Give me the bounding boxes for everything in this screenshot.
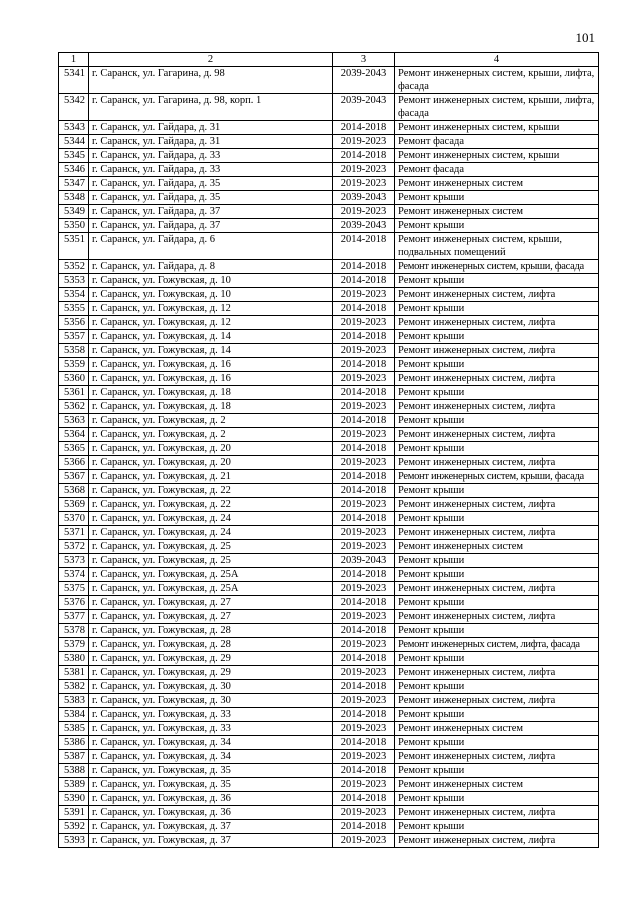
row-number-cell: 5374 <box>59 568 89 582</box>
row-number-cell: 5356 <box>59 316 89 330</box>
row-number-cell: 5384 <box>59 708 89 722</box>
row-number-cell: 5351 <box>59 233 89 260</box>
row-number-cell: 5347 <box>59 177 89 191</box>
work-type-cell: Ремонт инженерных систем, лифта <box>395 694 599 708</box>
page-number: 101 <box>575 30 595 45</box>
table-row <box>59 330 599 344</box>
row-number-cell: 5379 <box>59 638 89 652</box>
work-type-cell: Ремонт крыши <box>395 764 599 778</box>
period-cell: 2014-2018 <box>333 680 395 694</box>
column-header-work-type: 4 <box>395 53 599 67</box>
address-cell: г. Саранск, ул. Гожувская, д. 29 <box>89 652 333 666</box>
table-row <box>59 94 599 121</box>
work-type-cell: Ремонт инженерных систем, крыши, фасада <box>395 260 599 274</box>
table-row <box>59 386 599 400</box>
period-cell: 2014-2018 <box>333 820 395 834</box>
row-number-cell: 5357 <box>59 330 89 344</box>
work-type-cell: Ремонт инженерных систем <box>395 205 599 219</box>
table-row <box>59 121 599 135</box>
work-type-cell: Ремонт инженерных систем <box>395 177 599 191</box>
period-cell: 2019-2023 <box>333 456 395 470</box>
table-row <box>59 219 599 233</box>
period-cell: 2014-2018 <box>333 330 395 344</box>
row-number-cell: 5387 <box>59 750 89 764</box>
period-cell: 2019-2023 <box>333 428 395 442</box>
period-cell: 2019-2023 <box>333 163 395 177</box>
period-cell: 2019-2023 <box>333 526 395 540</box>
work-type-cell: Ремонт инженерных систем, крыши, фасада <box>395 470 599 484</box>
period-cell: 2019-2023 <box>333 722 395 736</box>
work-type-cell: Ремонт крыши <box>395 358 599 372</box>
table-row <box>59 428 599 442</box>
table-row <box>59 260 599 274</box>
row-number-cell: 5375 <box>59 582 89 596</box>
address-cell: г. Саранск, ул. Гайдара, д. 31 <box>89 121 333 135</box>
row-number-cell: 5373 <box>59 554 89 568</box>
work-type-cell: Ремонт крыши <box>395 484 599 498</box>
work-type-cell: Ремонт крыши <box>395 512 599 526</box>
address-cell: г. Саранск, ул. Гайдара, д. 33 <box>89 149 333 163</box>
period-cell: 2014-2018 <box>333 442 395 456</box>
row-number-cell: 5362 <box>59 400 89 414</box>
table-row <box>59 708 599 722</box>
work-type-cell: Ремонт инженерных систем, лифта, фасада <box>395 638 599 652</box>
table-header-row <box>59 53 599 67</box>
row-number-cell: 5352 <box>59 260 89 274</box>
period-cell: 2019-2023 <box>333 806 395 820</box>
period-cell: 2019-2023 <box>333 540 395 554</box>
row-number-cell: 5369 <box>59 498 89 512</box>
table-row <box>59 414 599 428</box>
address-cell: г. Саранск, ул. Гайдара, д. 35 <box>89 177 333 191</box>
table-row <box>59 750 599 764</box>
period-cell: 2039-2043 <box>333 67 395 94</box>
table-row <box>59 610 599 624</box>
period-cell: 2019-2023 <box>333 834 395 848</box>
address-cell: г. Саранск, ул. Гожувская, д. 20 <box>89 442 333 456</box>
period-cell: 2019-2023 <box>333 582 395 596</box>
row-number-cell: 5393 <box>59 834 89 848</box>
address-cell: г. Саранск, ул. Гожувская, д. 25 <box>89 554 333 568</box>
address-cell: г. Саранск, ул. Гожувская, д. 28 <box>89 638 333 652</box>
work-type-cell: Ремонт инженерных систем, лифта <box>395 400 599 414</box>
work-type-cell: Ремонт крыши <box>395 568 599 582</box>
row-number-cell: 5382 <box>59 680 89 694</box>
table-row <box>59 358 599 372</box>
row-number-cell: 5381 <box>59 666 89 680</box>
table-row <box>59 205 599 219</box>
address-cell: г. Саранск, ул. Гожувская, д. 27 <box>89 610 333 624</box>
address-cell: г. Саранск, ул. Гожувская, д. 16 <box>89 372 333 386</box>
row-number-cell: 5376 <box>59 596 89 610</box>
address-cell: г. Саранск, ул. Гайдара, д. 33 <box>89 163 333 177</box>
period-cell: 2019-2023 <box>333 372 395 386</box>
row-number-cell: 5346 <box>59 163 89 177</box>
table-row <box>59 512 599 526</box>
period-cell: 2014-2018 <box>333 274 395 288</box>
work-type-cell: Ремонт крыши <box>395 680 599 694</box>
address-cell: г. Саранск, ул. Гожувская, д. 25А <box>89 582 333 596</box>
period-cell: 2019-2023 <box>333 610 395 624</box>
address-cell: г. Саранск, ул. Гожувская, д. 10 <box>89 288 333 302</box>
row-number-cell: 5355 <box>59 302 89 316</box>
row-number-cell: 5359 <box>59 358 89 372</box>
row-number-cell: 5378 <box>59 624 89 638</box>
row-number-cell: 5344 <box>59 135 89 149</box>
work-type-cell: Ремонт инженерных систем, лифта <box>395 316 599 330</box>
row-number-cell: 5365 <box>59 442 89 456</box>
table-row <box>59 302 599 316</box>
row-number-cell: 5358 <box>59 344 89 358</box>
period-cell: 2014-2018 <box>333 358 395 372</box>
period-cell: 2014-2018 <box>333 149 395 163</box>
row-number-cell: 5377 <box>59 610 89 624</box>
column-header-address: 2 <box>89 53 333 67</box>
row-number-cell: 5349 <box>59 205 89 219</box>
address-cell: г. Саранск, ул. Гожувская, д. 34 <box>89 736 333 750</box>
table-row <box>59 135 599 149</box>
row-number-cell: 5354 <box>59 288 89 302</box>
address-cell: г. Саранск, ул. Гожувская, д. 30 <box>89 694 333 708</box>
work-type-cell: Ремонт инженерных систем, крыши, лифта, фасада <box>395 67 599 94</box>
period-cell: 2019-2023 <box>333 666 395 680</box>
work-type-cell: Ремонт крыши <box>395 191 599 205</box>
table-row <box>59 638 599 652</box>
row-number-cell: 5386 <box>59 736 89 750</box>
work-type-cell: Ремонт инженерных систем, лифта <box>395 582 599 596</box>
row-number-cell: 5380 <box>59 652 89 666</box>
work-type-cell: Ремонт инженерных систем, лифта <box>395 344 599 358</box>
work-type-cell: Ремонт крыши <box>395 442 599 456</box>
table-row <box>59 694 599 708</box>
table-row <box>59 456 599 470</box>
table-row <box>59 484 599 498</box>
address-cell: г. Саранск, ул. Гожувская, д. 10 <box>89 274 333 288</box>
address-cell: г. Саранск, ул. Гожувская, д. 35 <box>89 764 333 778</box>
address-cell: г. Саранск, ул. Гожувская, д. 2 <box>89 428 333 442</box>
table-row <box>59 624 599 638</box>
address-cell: г. Саранск, ул. Гожувская, д. 14 <box>89 344 333 358</box>
row-number-cell: 5342 <box>59 94 89 121</box>
row-number-cell: 5388 <box>59 764 89 778</box>
work-type-cell: Ремонт инженерных систем, лифта <box>395 428 599 442</box>
period-cell: 2019-2023 <box>333 694 395 708</box>
table-row <box>59 67 599 94</box>
period-cell: 2014-2018 <box>333 512 395 526</box>
address-cell: г. Саранск, ул. Гайдара, д. 37 <box>89 219 333 233</box>
row-number-cell: 5350 <box>59 219 89 233</box>
row-number-cell: 5366 <box>59 456 89 470</box>
table-row <box>59 191 599 205</box>
work-type-cell: Ремонт инженерных систем, лифта <box>395 372 599 386</box>
table-row <box>59 582 599 596</box>
period-cell: 2014-2018 <box>333 708 395 722</box>
period-cell: 2039-2043 <box>333 219 395 233</box>
work-type-cell: Ремонт крыши <box>395 624 599 638</box>
period-cell: 2019-2023 <box>333 316 395 330</box>
period-cell: 2014-2018 <box>333 233 395 260</box>
address-cell: г. Саранск, ул. Гайдара, д. 8 <box>89 260 333 274</box>
period-cell: 2014-2018 <box>333 596 395 610</box>
address-cell: г. Саранск, ул. Гожувская, д. 25 <box>89 540 333 554</box>
period-cell: 2014-2018 <box>333 764 395 778</box>
address-cell: г. Саранск, ул. Гожувская, д. 2 <box>89 414 333 428</box>
address-cell: г. Саранск, ул. Гожувская, д. 37 <box>89 834 333 848</box>
address-cell: г. Саранск, ул. Гожувская, д. 16 <box>89 358 333 372</box>
period-cell: 2014-2018 <box>333 792 395 806</box>
address-cell: г. Саранск, ул. Гожувская, д. 29 <box>89 666 333 680</box>
table-row <box>59 792 599 806</box>
table-row <box>59 596 599 610</box>
work-type-cell: Ремонт крыши <box>395 219 599 233</box>
table-row <box>59 526 599 540</box>
address-cell: г. Саранск, ул. Гайдара, д. 37 <box>89 205 333 219</box>
row-number-cell: 5348 <box>59 191 89 205</box>
period-cell: 2019-2023 <box>333 638 395 652</box>
work-type-cell: Ремонт инженерных систем, крыши, подвальных помещений <box>395 233 599 260</box>
period-cell: 2014-2018 <box>333 470 395 484</box>
work-type-cell: Ремонт инженерных систем, лифта <box>395 806 599 820</box>
period-cell: 2014-2018 <box>333 302 395 316</box>
table-row <box>59 652 599 666</box>
table-row <box>59 233 599 260</box>
table-row <box>59 470 599 484</box>
table-row <box>59 680 599 694</box>
table-row <box>59 834 599 848</box>
work-type-cell: Ремонт инженерных систем, лифта <box>395 750 599 764</box>
work-type-cell: Ремонт инженерных систем, лифта <box>395 498 599 512</box>
row-number-cell: 5341 <box>59 67 89 94</box>
work-type-cell: Ремонт инженерных систем, лифта <box>395 288 599 302</box>
work-type-cell: Ремонт инженерных систем, крыши, лифта, фасада <box>395 94 599 121</box>
address-cell: г. Саранск, ул. Гагарина, д. 98, корп. 1 <box>89 94 333 121</box>
row-number-cell: 5360 <box>59 372 89 386</box>
address-cell: г. Саранск, ул. Гожувская, д. 36 <box>89 792 333 806</box>
period-cell: 2014-2018 <box>333 568 395 582</box>
address-cell: г. Саранск, ул. Гожувская, д. 14 <box>89 330 333 344</box>
address-cell: г. Саранск, ул. Гожувская, д. 21 <box>89 470 333 484</box>
table-row <box>59 554 599 568</box>
address-cell: г. Саранск, ул. Гожувская, д. 22 <box>89 498 333 512</box>
table-row <box>59 806 599 820</box>
address-cell: г. Саранск, ул. Гожувская, д. 22 <box>89 484 333 498</box>
table-row <box>59 274 599 288</box>
address-cell: г. Саранск, ул. Гожувская, д. 18 <box>89 400 333 414</box>
work-type-cell: Ремонт крыши <box>395 736 599 750</box>
table-row <box>59 722 599 736</box>
work-type-cell: Ремонт крыши <box>395 414 599 428</box>
row-number-cell: 5383 <box>59 694 89 708</box>
address-cell: г. Саранск, ул. Гожувская, д. 20 <box>89 456 333 470</box>
table-row <box>59 316 599 330</box>
address-cell: г. Саранск, ул. Гожувская, д. 37 <box>89 820 333 834</box>
table-row <box>59 163 599 177</box>
work-type-cell: Ремонт крыши <box>395 386 599 400</box>
period-cell: 2014-2018 <box>333 652 395 666</box>
work-type-cell: Ремонт крыши <box>395 792 599 806</box>
table-row <box>59 442 599 456</box>
table-row <box>59 177 599 191</box>
table-row <box>59 736 599 750</box>
work-type-cell: Ремонт крыши <box>395 274 599 288</box>
address-cell: г. Саранск, ул. Гайдара, д. 6 <box>89 233 333 260</box>
address-cell: г. Саранск, ул. Гайдара, д. 31 <box>89 135 333 149</box>
address-cell: г. Саранск, ул. Гайдара, д. 35 <box>89 191 333 205</box>
address-cell: г. Саранск, ул. Гожувская, д. 18 <box>89 386 333 400</box>
row-number-cell: 5390 <box>59 792 89 806</box>
period-cell: 2019-2023 <box>333 288 395 302</box>
row-number-cell: 5364 <box>59 428 89 442</box>
address-cell: г. Саранск, ул. Гожувская, д. 27 <box>89 596 333 610</box>
work-type-cell: Ремонт инженерных систем, лифта <box>395 666 599 680</box>
row-number-cell: 5389 <box>59 778 89 792</box>
row-number-cell: 5391 <box>59 806 89 820</box>
work-type-cell: Ремонт крыши <box>395 330 599 344</box>
table-row <box>59 666 599 680</box>
period-cell: 2014-2018 <box>333 624 395 638</box>
work-type-cell: Ремонт инженерных систем <box>395 540 599 554</box>
address-cell: г. Саранск, ул. Гожувская, д. 36 <box>89 806 333 820</box>
table-row <box>59 820 599 834</box>
work-type-cell: Ремонт инженерных систем, крыши <box>395 149 599 163</box>
period-cell: 2014-2018 <box>333 414 395 428</box>
period-cell: 2019-2023 <box>333 778 395 792</box>
work-type-cell: Ремонт инженерных систем, лифта <box>395 834 599 848</box>
work-type-cell: Ремонт крыши <box>395 652 599 666</box>
work-type-cell: Ремонт инженерных систем, лифта <box>395 526 599 540</box>
address-cell: г. Саранск, ул. Гожувская, д. 28 <box>89 624 333 638</box>
work-type-cell: Ремонт крыши <box>395 708 599 722</box>
work-type-cell: Ремонт фасада <box>395 135 599 149</box>
address-cell: г. Саранск, ул. Гагарина, д. 98 <box>89 67 333 94</box>
table-row <box>59 288 599 302</box>
period-cell: 2019-2023 <box>333 400 395 414</box>
work-type-cell: Ремонт инженерных систем, лифта <box>395 610 599 624</box>
address-cell: г. Саранск, ул. Гожувская, д. 12 <box>89 302 333 316</box>
row-number-cell: 5363 <box>59 414 89 428</box>
column-header-period: 3 <box>333 53 395 67</box>
period-cell: 2039-2043 <box>333 94 395 121</box>
period-cell: 2014-2018 <box>333 121 395 135</box>
row-number-cell: 5368 <box>59 484 89 498</box>
row-number-cell: 5385 <box>59 722 89 736</box>
column-header-number: 1 <box>59 53 89 67</box>
address-cell: г. Саранск, ул. Гожувская, д. 24 <box>89 526 333 540</box>
work-type-cell: Ремонт крыши <box>395 302 599 316</box>
table-row <box>59 764 599 778</box>
period-cell: 2014-2018 <box>333 260 395 274</box>
work-type-cell: Ремонт инженерных систем, лифта <box>395 456 599 470</box>
table-row <box>59 344 599 358</box>
table-row <box>59 400 599 414</box>
address-cell: г. Саранск, ул. Гожувская, д. 34 <box>89 750 333 764</box>
row-number-cell: 5372 <box>59 540 89 554</box>
address-cell: г. Саранск, ул. Гожувская, д. 33 <box>89 722 333 736</box>
table-body <box>59 67 599 848</box>
address-cell: г. Саранск, ул. Гожувская, д. 25А <box>89 568 333 582</box>
row-number-cell: 5371 <box>59 526 89 540</box>
work-type-cell: Ремонт инженерных систем, крыши <box>395 121 599 135</box>
table-row <box>59 568 599 582</box>
table-row <box>59 149 599 163</box>
address-cell: г. Саранск, ул. Гожувская, д. 30 <box>89 680 333 694</box>
row-number-cell: 5367 <box>59 470 89 484</box>
period-cell: 2019-2023 <box>333 135 395 149</box>
work-type-cell: Ремонт крыши <box>395 820 599 834</box>
address-cell: г. Саранск, ул. Гожувская, д. 24 <box>89 512 333 526</box>
work-type-cell: Ремонт инженерных систем <box>395 778 599 792</box>
period-cell: 2019-2023 <box>333 205 395 219</box>
table-row <box>59 778 599 792</box>
table-row <box>59 540 599 554</box>
table-row <box>59 498 599 512</box>
repair-schedule-table <box>58 52 599 848</box>
work-type-cell: Ремонт крыши <box>395 596 599 610</box>
work-type-cell: Ремонт фасада <box>395 163 599 177</box>
period-cell: 2019-2023 <box>333 344 395 358</box>
address-cell: г. Саранск, ул. Гожувская, д. 12 <box>89 316 333 330</box>
period-cell: 2019-2023 <box>333 177 395 191</box>
row-number-cell: 5345 <box>59 149 89 163</box>
period-cell: 2039-2043 <box>333 554 395 568</box>
row-number-cell: 5343 <box>59 121 89 135</box>
period-cell: 2039-2043 <box>333 191 395 205</box>
work-type-cell: Ремонт крыши <box>395 554 599 568</box>
row-number-cell: 5370 <box>59 512 89 526</box>
period-cell: 2019-2023 <box>333 498 395 512</box>
address-cell: г. Саранск, ул. Гожувская, д. 33 <box>89 708 333 722</box>
row-number-cell: 5392 <box>59 820 89 834</box>
work-type-cell: Ремонт инженерных систем <box>395 722 599 736</box>
period-cell: 2014-2018 <box>333 484 395 498</box>
period-cell: 2019-2023 <box>333 750 395 764</box>
row-number-cell: 5361 <box>59 386 89 400</box>
period-cell: 2014-2018 <box>333 386 395 400</box>
table-row <box>59 372 599 386</box>
address-cell: г. Саранск, ул. Гожувская, д. 35 <box>89 778 333 792</box>
period-cell: 2014-2018 <box>333 736 395 750</box>
row-number-cell: 5353 <box>59 274 89 288</box>
